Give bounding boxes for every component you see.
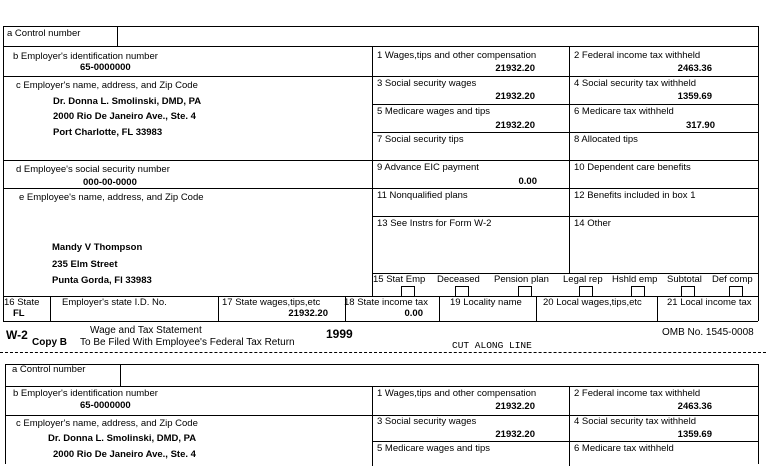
hshld-emp-checkbox[interactable] [631,286,645,297]
copy2-box3-label: 3 Social security wages [377,416,477,427]
copy2-employer-ein-value: 65-0000000 [80,400,131,411]
omb-number: OMB No. 1545-0008 [662,327,754,338]
box5-value: 21932.20 [495,120,535,131]
stat-emp-checkbox[interactable] [401,286,415,297]
employee-address-label: e Employee's name, address, and Zip Code [19,192,204,203]
box15-deceased-label: Deceased [437,274,480,285]
control-number-label: a Control number [7,28,81,39]
box15-hshld-label: Hshld emp [612,274,658,285]
box9-label: 9 Advance EIC payment [377,162,479,173]
box15-pension-label: Pension plan [494,274,549,285]
box5-label: 5 Medicare wages and tips [377,106,491,117]
box3-label: 3 Social security wages [377,78,477,89]
box19-label: 19 Locality name [450,297,522,308]
box16-value: FL [13,308,25,319]
box2-value: 2463.36 [677,63,712,74]
employee-name: Mandy V Thompson [52,242,143,253]
box11-label: 11 Nonqualified plans [377,190,468,201]
box12-label: 12 Benefits included in box 1 [574,190,696,201]
copy2-employer-ein-label: b Employer's identification number [13,388,158,399]
employee-city: Punta Gorda, Fl 33983 [52,275,152,286]
copy2-employer-name: Dr. Donna L. Smolinski, DMD, PA [48,433,197,444]
box20-label: 20 Local wages,tips,etc [543,297,642,308]
box4-value: 1359.69 [677,91,712,102]
box8-label: 8 Allocated tips [574,134,638,145]
subtotal-checkbox[interactable] [681,286,695,297]
cut-along-line-text: CUT ALONG LINE [452,340,532,351]
tax-year: 1999 [326,327,353,341]
copy2-box1-value: 21932.20 [495,401,535,412]
employer-name: Dr. Donna L. Smolinski, DMD, PA [53,96,202,107]
box7-label: 7 Social security tips [377,134,464,145]
copy2-box1-label: 1 Wages,tips and other compensation [377,388,537,399]
box18-label: 18 State income tax [344,297,428,308]
employee-ssn-value: 000-00-0000 [83,177,137,188]
copy2-employer-street: 2000 Rio De Janeiro Ave., Ste. 4 [53,449,196,460]
box21-label: 21 Local income tax [667,297,752,308]
box3-value: 21932.20 [495,91,535,102]
copy2-box2-value: 2463.36 [677,401,712,412]
copy2-box3-value: 21932.20 [495,429,535,440]
employer-street: 2000 Rio De Janeiro Ave., Ste. 4 [53,111,196,122]
box6-value: 317.90 [685,120,715,131]
box9-value: 0.00 [518,176,537,187]
box1-value: 21932.20 [495,63,535,74]
def-comp-checkbox[interactable] [729,286,743,297]
pension-plan-checkbox[interactable] [518,286,532,297]
copy-label: Copy B [32,337,67,348]
copy2-control-number-label: a Control number [12,364,86,375]
box10-label: 10 Dependent care benefits [574,162,691,173]
box1-label: 1 Wages,tips and other compensation [377,50,537,61]
box17-value: 21932.20 [288,308,328,319]
employer-ein-label: b Employer's identification number [13,51,158,62]
employer-address-label: c Employer's name, address, and Zip Code [16,80,198,91]
box6-label: 6 Medicare tax withheld [574,106,674,117]
deceased-checkbox[interactable] [455,286,469,297]
employer-city: Port Charlotte, FL 33983 [53,127,163,138]
box15-legal-label: Legal rep [563,274,603,285]
form-subtitle: To Be Filed With Employee's Federal Tax Return [80,337,295,348]
box4-label: 4 Social security tax withheld [574,78,696,89]
box14-label: 14 Other [574,218,611,229]
box15-defcomp-label: Def comp [712,274,753,285]
copy2-box5-label: 5 Medicare wages and tips [377,443,491,454]
cut-line [0,352,766,353]
form-border-left [3,26,4,321]
form-name: W-2 [6,328,28,342]
box15-stat-emp-label: 15 Stat Emp [373,274,426,285]
copy2-box4-value: 1359.69 [677,429,712,440]
form-border-right [758,26,759,321]
box18-value: 0.00 [404,308,423,319]
box16-label: 16 State [4,297,40,308]
form-title: Wage and Tax Statement [90,325,202,336]
copy2-box6-label: 6 Medicare tax withheld [574,443,674,454]
copy2-box4-label: 4 Social security tax withheld [574,416,696,427]
employee-street: 235 Elm Street [52,259,118,270]
box17-label: 17 State wages,tips,etc [222,297,321,308]
employer-ein-value: 65-0000000 [80,62,131,73]
employee-ssn-label: d Employee's social security number [16,164,170,175]
legal-rep-checkbox[interactable] [579,286,593,297]
copy2-box2-label: 2 Federal income tax withheld [574,388,701,399]
box2-label: 2 Federal income tax withheld [574,50,701,61]
box15-subtotal-label: Subtotal [667,274,702,285]
employer-state-id-label: Employer's state I.D. No. [62,297,167,308]
copy2-employer-address-label: c Employer's name, address, and Zip Code [16,418,198,429]
box13-label: 13 See Instrs for Form W-2 [377,218,492,229]
